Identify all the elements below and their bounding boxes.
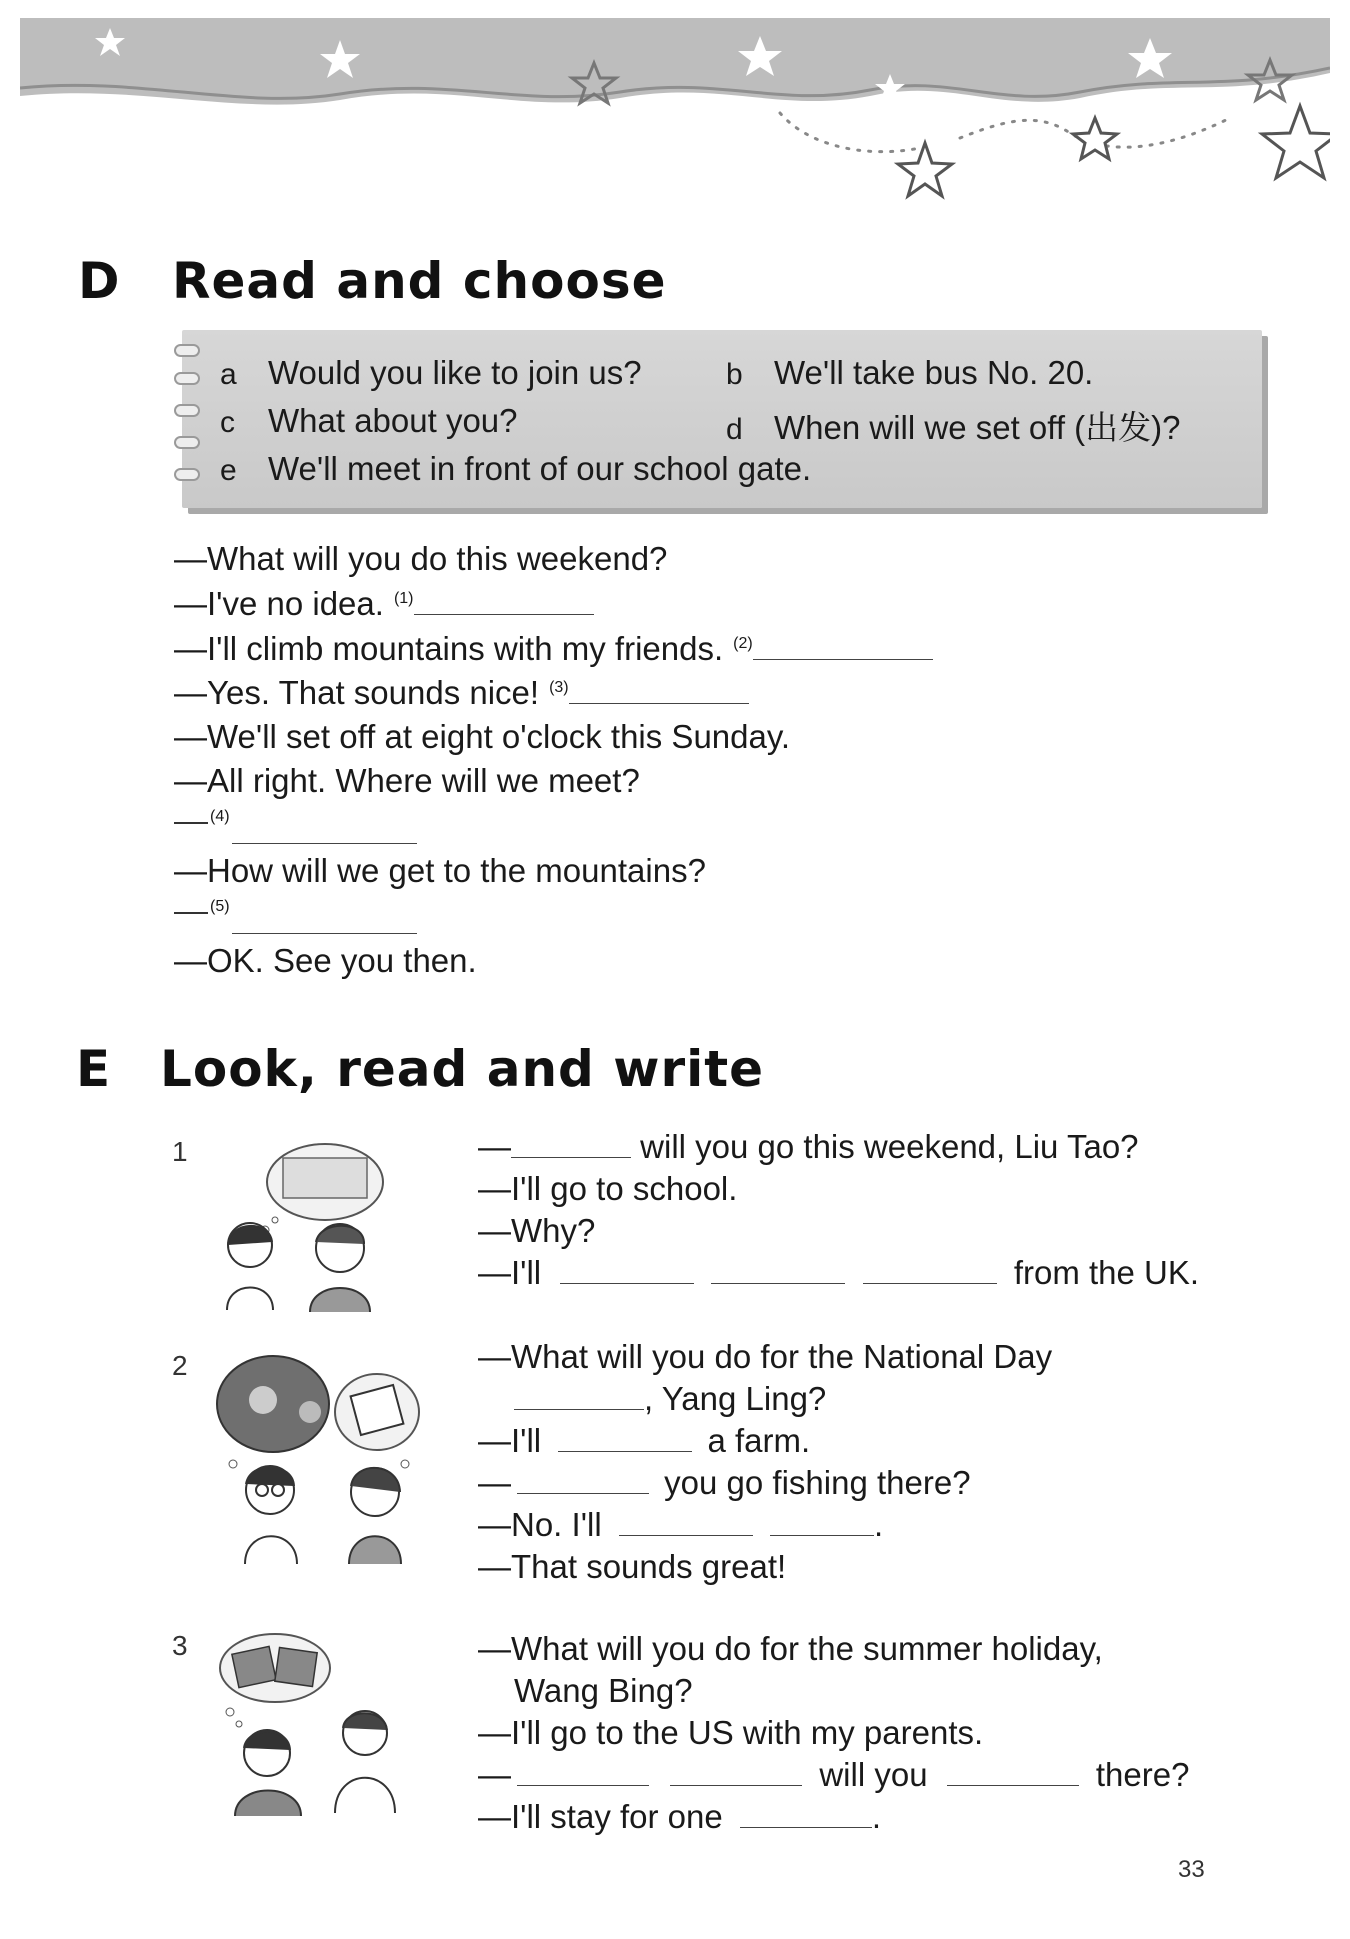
- q2-blank-5[interactable]: [770, 1507, 874, 1536]
- q3-line-1: —What will you do for the summer holiday,: [478, 1630, 1103, 1667]
- option-e: e We'll meet in front of our school gate.: [220, 450, 812, 487]
- binder-ring: [174, 404, 200, 417]
- dialogue-line-6: —All right. Where will we meet?: [174, 762, 640, 799]
- dialogue-line-8: —How will we get to the mountains?: [174, 852, 706, 889]
- q3-line-5: —I'll stay for one .: [478, 1798, 882, 1835]
- q1-line-3: —Why?: [478, 1212, 596, 1249]
- answer-blank-3[interactable]: [569, 675, 749, 704]
- question-number-2: 2: [172, 1350, 188, 1381]
- q2-line-2: , Yang Ling?: [478, 1380, 826, 1418]
- dash-mark: [174, 822, 208, 824]
- section-d-letter: D: [78, 252, 120, 310]
- q1-blank-3[interactable]: [711, 1255, 845, 1284]
- section-e-title: Look, read and write: [160, 1040, 765, 1098]
- page-number: 33: [1178, 1856, 1205, 1883]
- option-d: d When will we set off (出发)?: [726, 409, 1181, 446]
- q3-line-2: Wang Bing?: [514, 1672, 693, 1709]
- binder-ring: [174, 344, 200, 357]
- option-a: a Would you like to join us?: [220, 354, 642, 391]
- section-d-title: Read and choose: [172, 252, 667, 310]
- q2-line-3: —I'll a farm.: [478, 1422, 811, 1459]
- question-number-3: 3: [172, 1630, 188, 1661]
- q2-line-6: —That sounds great!: [478, 1548, 787, 1585]
- q3-blank-1[interactable]: [517, 1757, 649, 1786]
- options-box: [182, 330, 1262, 508]
- dash-mark: [174, 912, 208, 914]
- q2-blank-3[interactable]: [517, 1465, 649, 1494]
- q2-line-4: — you go fishing there?: [478, 1464, 971, 1501]
- binder-ring: [174, 436, 200, 449]
- blank-number-5: (5): [210, 898, 230, 915]
- q2-blank-2[interactable]: [558, 1423, 692, 1452]
- option-c: c What about you?: [220, 402, 518, 439]
- dialogue-line-10: —OK. See you then.: [174, 942, 477, 979]
- answer-blank-2[interactable]: [753, 631, 933, 660]
- farm-trip-illustration: [215, 1352, 425, 1567]
- answer-blank-1[interactable]: [414, 586, 594, 615]
- dialogue-line-1: —What will you do this weekend?: [174, 540, 668, 577]
- q1-line-1: — will you go this weekend, Liu Tao?: [478, 1128, 1139, 1165]
- option-b: b We'll take bus No. 20.: [726, 354, 1094, 391]
- binder-ring: [174, 468, 200, 481]
- kids-talking-illustration: [215, 1140, 395, 1315]
- answer-blank-4[interactable]: [232, 842, 417, 844]
- q2-blank-1[interactable]: [514, 1381, 644, 1410]
- blank-number-4: (4): [210, 808, 230, 825]
- dialogue-line-5: —We'll set off at eight o'clock this Sunday.: [174, 718, 791, 755]
- q3-blank-4[interactable]: [740, 1799, 872, 1828]
- q3-blank-2[interactable]: [670, 1757, 802, 1786]
- q3-line-4: — will you there?: [478, 1756, 1190, 1793]
- dialogue-line-3: —I'll climb mountains with my friends. $^{(2)}$: [174, 630, 933, 668]
- dialogue-line-2: —I've no idea. $^{(1)}$: [174, 585, 594, 623]
- dialogue-line-4: —Yes. That sounds nice! $^{(3)}$: [174, 674, 749, 712]
- section-e-letter: E: [76, 1040, 111, 1098]
- q1-blank-2[interactable]: [560, 1255, 694, 1284]
- star-banner: [20, 18, 1330, 218]
- q3-blank-3[interactable]: [947, 1757, 1079, 1786]
- binder-ring: [174, 372, 200, 385]
- q1-line-4: —I'll from the UK.: [478, 1254, 1200, 1291]
- q2-line-5: —No. I'll .: [478, 1506, 884, 1543]
- q1-blank-1[interactable]: [511, 1129, 631, 1158]
- question-number-1: 1: [172, 1136, 188, 1167]
- q1-blank-4[interactable]: [863, 1255, 997, 1284]
- q3-line-3: —I'll go to the US with my parents.: [478, 1714, 984, 1751]
- q1-line-2: —I'll go to school.: [478, 1170, 738, 1207]
- q2-line-1: —What will you do for the National Day: [478, 1338, 1053, 1375]
- summer-holiday-illustration: [215, 1628, 415, 1818]
- answer-blank-5[interactable]: [232, 932, 417, 934]
- q2-blank-4[interactable]: [619, 1507, 753, 1536]
